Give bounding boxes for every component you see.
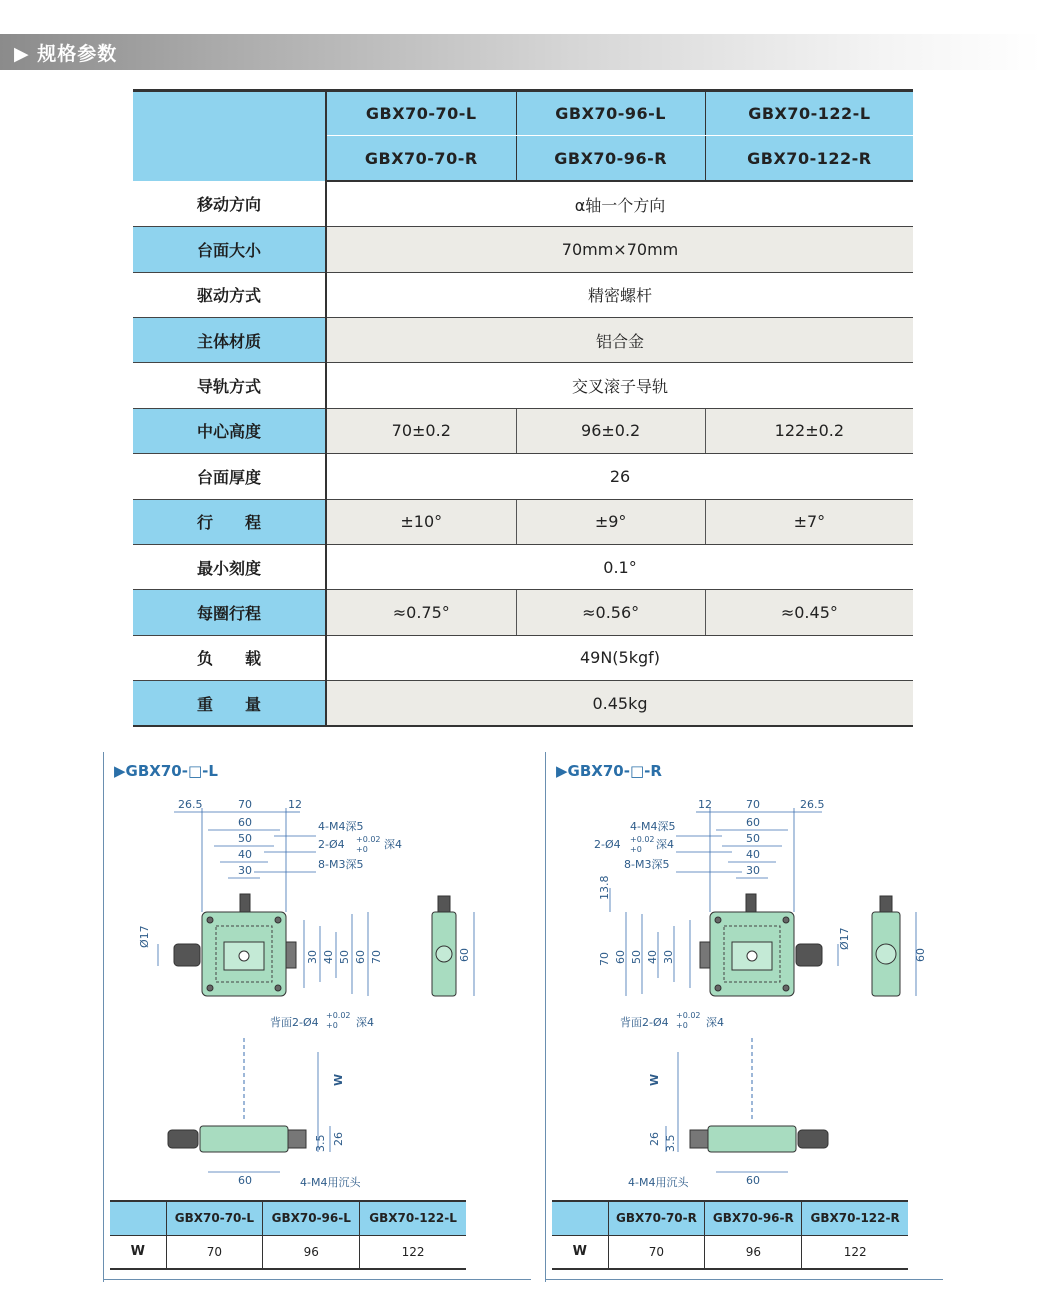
dim-note: 背面2-Ø4 (270, 1016, 319, 1029)
spec-row (133, 681, 913, 726)
w-table-row (110, 1235, 466, 1269)
w-table (110, 1200, 466, 1270)
w-model-cell: GBX70-122-R (802, 1201, 908, 1235)
drawing-title: ▶GBX70-□-R (556, 762, 662, 780)
dim-label: 70 (598, 952, 611, 966)
spec-header-row-top (133, 91, 913, 136)
w-value: 96 (263, 1235, 360, 1269)
w-table-header (110, 1201, 466, 1235)
w-model-cell: GBX70-70-L (166, 1201, 263, 1235)
dim-label: Ø17 (838, 927, 851, 950)
spec-label: 最小刻度 (133, 544, 326, 589)
w-value: 96 (705, 1235, 802, 1269)
dim-note: 4-M4用沉头 (628, 1176, 689, 1189)
spec-row (133, 635, 913, 680)
dim-note: 4-M4用沉头 (300, 1176, 361, 1189)
spec-row (133, 408, 913, 453)
dim-label: 3.5 (314, 1134, 327, 1152)
dim-label: 26 (648, 1132, 661, 1146)
dim-label: 13.8 (598, 875, 611, 900)
dim-note-tolerance: +0.02 (356, 835, 381, 844)
spec-label: 移动方向 (133, 181, 326, 226)
stage-top-view (700, 894, 822, 996)
drawing-title: ▶GBX70-□-L (114, 762, 218, 780)
dim-label: 50 (338, 950, 351, 964)
dim-label: 50 (630, 950, 643, 964)
stage-top-view (174, 894, 296, 996)
dim-label: 12 (698, 798, 712, 811)
spec-row (133, 227, 913, 272)
dim-label: 40 (646, 950, 659, 964)
dim-label: W (648, 1073, 661, 1086)
spec-row (133, 499, 913, 544)
w-value: 70 (608, 1235, 705, 1269)
technical-drawing-right (546, 782, 942, 1202)
dim-note: 8-M3深5 (624, 858, 670, 871)
model-cell: GBX70-122-L (705, 91, 913, 136)
dim-note-tolerance: +0 (676, 1021, 688, 1030)
dim-label: Ø17 (138, 925, 151, 948)
spec-label: 导轨方式 (133, 363, 326, 408)
dim-label: 60 (746, 1174, 760, 1187)
dim-label: 60 (746, 816, 760, 829)
dim-note-tolerance: +0.02 (630, 835, 655, 844)
dim-label: 40 (746, 848, 760, 861)
w-model-cell: GBX70-122-L (360, 1201, 466, 1235)
w-table (552, 1200, 908, 1270)
spec-header-corner (133, 91, 326, 182)
spec-value: ≈0.56° (516, 590, 705, 635)
spec-row (133, 272, 913, 317)
dim-note: 深4 (384, 838, 402, 851)
spec-row (133, 544, 913, 589)
spec-row (133, 590, 913, 635)
w-row-label: W (552, 1235, 608, 1269)
spec-value: 70±0.2 (326, 408, 516, 453)
dim-label: 60 (458, 948, 471, 962)
w-model-cell: GBX70-70-R (608, 1201, 705, 1235)
dim-note: 8-M3深5 (318, 858, 364, 871)
spec-label: 行 程 (133, 499, 326, 544)
dim-label: 60 (238, 816, 252, 829)
spec-value: 26 (326, 454, 913, 499)
dim-note-tolerance: +0.02 (676, 1011, 701, 1020)
spec-table (133, 89, 913, 727)
spec-label: 中心高度 (133, 408, 326, 453)
dim-label: 60 (238, 1174, 252, 1187)
spec-label: 重 量 (133, 681, 326, 726)
dim-note: 背面2-Ø4 (620, 1016, 669, 1029)
stage-front-view (666, 1038, 828, 1172)
spec-value: 0.45kg (326, 681, 913, 726)
dim-label: 26 (332, 1132, 345, 1146)
dim-note: 深4 (706, 1016, 724, 1029)
dim-label: 12 (288, 798, 302, 811)
w-row-label: W (110, 1235, 166, 1269)
panel-right-footline (545, 1279, 943, 1280)
spec-label: 每圈行程 (133, 590, 326, 635)
dim-label: 60 (914, 948, 927, 962)
dim-label: 26.5 (178, 798, 203, 811)
model-cell: GBX70-96-R (516, 136, 705, 181)
spec-value: 96±0.2 (516, 408, 705, 453)
w-model-cell: GBX70-96-R (705, 1201, 802, 1235)
spec-value: ≈0.45° (705, 590, 913, 635)
w-table-row (552, 1235, 908, 1269)
spec-label: 台面大小 (133, 227, 326, 272)
w-value: 70 (166, 1235, 263, 1269)
dim-label: 40 (322, 950, 335, 964)
dim-note: 4-M4深5 (318, 820, 364, 833)
dim-label: 3.5 (664, 1134, 677, 1152)
spec-label: 主体材质 (133, 317, 326, 362)
w-table-corner (110, 1201, 166, 1235)
dimension-labels (138, 798, 471, 1030)
spec-value: α轴一个方向 (326, 181, 913, 226)
section-header-bar (0, 34, 1041, 70)
dim-note-tolerance: +0.02 (326, 1011, 351, 1020)
dim-label: 70 (238, 798, 252, 811)
spec-value: 铝合金 (326, 317, 913, 362)
spec-value: ±9° (516, 499, 705, 544)
w-table-corner (552, 1201, 608, 1235)
spec-row (133, 454, 913, 499)
spec-value: ≈0.75° (326, 590, 516, 635)
model-cell: GBX70-70-L (326, 91, 516, 136)
dim-label: 60 (614, 950, 627, 964)
spec-value: 49N(5kgf) (326, 635, 913, 680)
dim-label: 30 (306, 950, 319, 964)
spec-value: 精密螺杆 (326, 272, 913, 317)
spec-row (133, 317, 913, 362)
dim-note: 2-Ø4 (318, 838, 345, 851)
stage-front-view (168, 1038, 330, 1172)
model-cell: GBX70-70-R (326, 136, 516, 181)
spec-row (133, 181, 913, 226)
spec-value: ±10° (326, 499, 516, 544)
dim-note: 2-Ø4 (594, 838, 621, 851)
model-cell: GBX70-122-R (705, 136, 913, 181)
dim-label: 30 (746, 864, 760, 877)
technical-drawing-left (104, 782, 532, 1202)
dim-label: 50 (746, 832, 760, 845)
dim-note: 深4 (356, 1016, 374, 1029)
dim-label: 70 (746, 798, 760, 811)
dim-note: 深4 (656, 838, 674, 851)
stage-side-view (872, 896, 916, 996)
spec-value: 70mm×70mm (326, 227, 913, 272)
w-value: 122 (802, 1235, 908, 1269)
dim-note: 4-M4深5 (630, 820, 676, 833)
dim-label: 70 (370, 950, 383, 964)
section-title: ▶ 规格参数 (14, 43, 118, 65)
spec-value: 0.1° (326, 544, 913, 589)
dim-label: 50 (238, 832, 252, 845)
stage-side-view (432, 896, 474, 996)
w-table-header (552, 1201, 908, 1235)
drawing-panel-left (103, 752, 533, 1282)
spec-row (133, 363, 913, 408)
dim-label: 26.5 (800, 798, 825, 811)
spec-label: 负 载 (133, 635, 326, 680)
dim-note-tolerance: +0 (356, 845, 368, 854)
dim-label: 30 (238, 864, 252, 877)
w-value: 122 (360, 1235, 466, 1269)
dim-label: 40 (238, 848, 252, 861)
dim-note-tolerance: +0 (326, 1021, 338, 1030)
panel-left-footline (103, 1279, 531, 1280)
dim-note-tolerance: +0 (630, 845, 642, 854)
dim-label: 30 (662, 950, 675, 964)
spec-label: 驱动方式 (133, 272, 326, 317)
spec-value: ±7° (705, 499, 913, 544)
w-model-cell: GBX70-96-L (263, 1201, 360, 1235)
spec-value: 交叉滚子导轨 (326, 363, 913, 408)
drawing-panel-right (545, 752, 975, 1282)
dim-label: W (332, 1073, 345, 1086)
dim-label: 60 (354, 950, 367, 964)
model-cell: GBX70-96-L (516, 91, 705, 136)
spec-value: 122±0.2 (705, 408, 913, 453)
spec-label: 台面厚度 (133, 454, 326, 499)
